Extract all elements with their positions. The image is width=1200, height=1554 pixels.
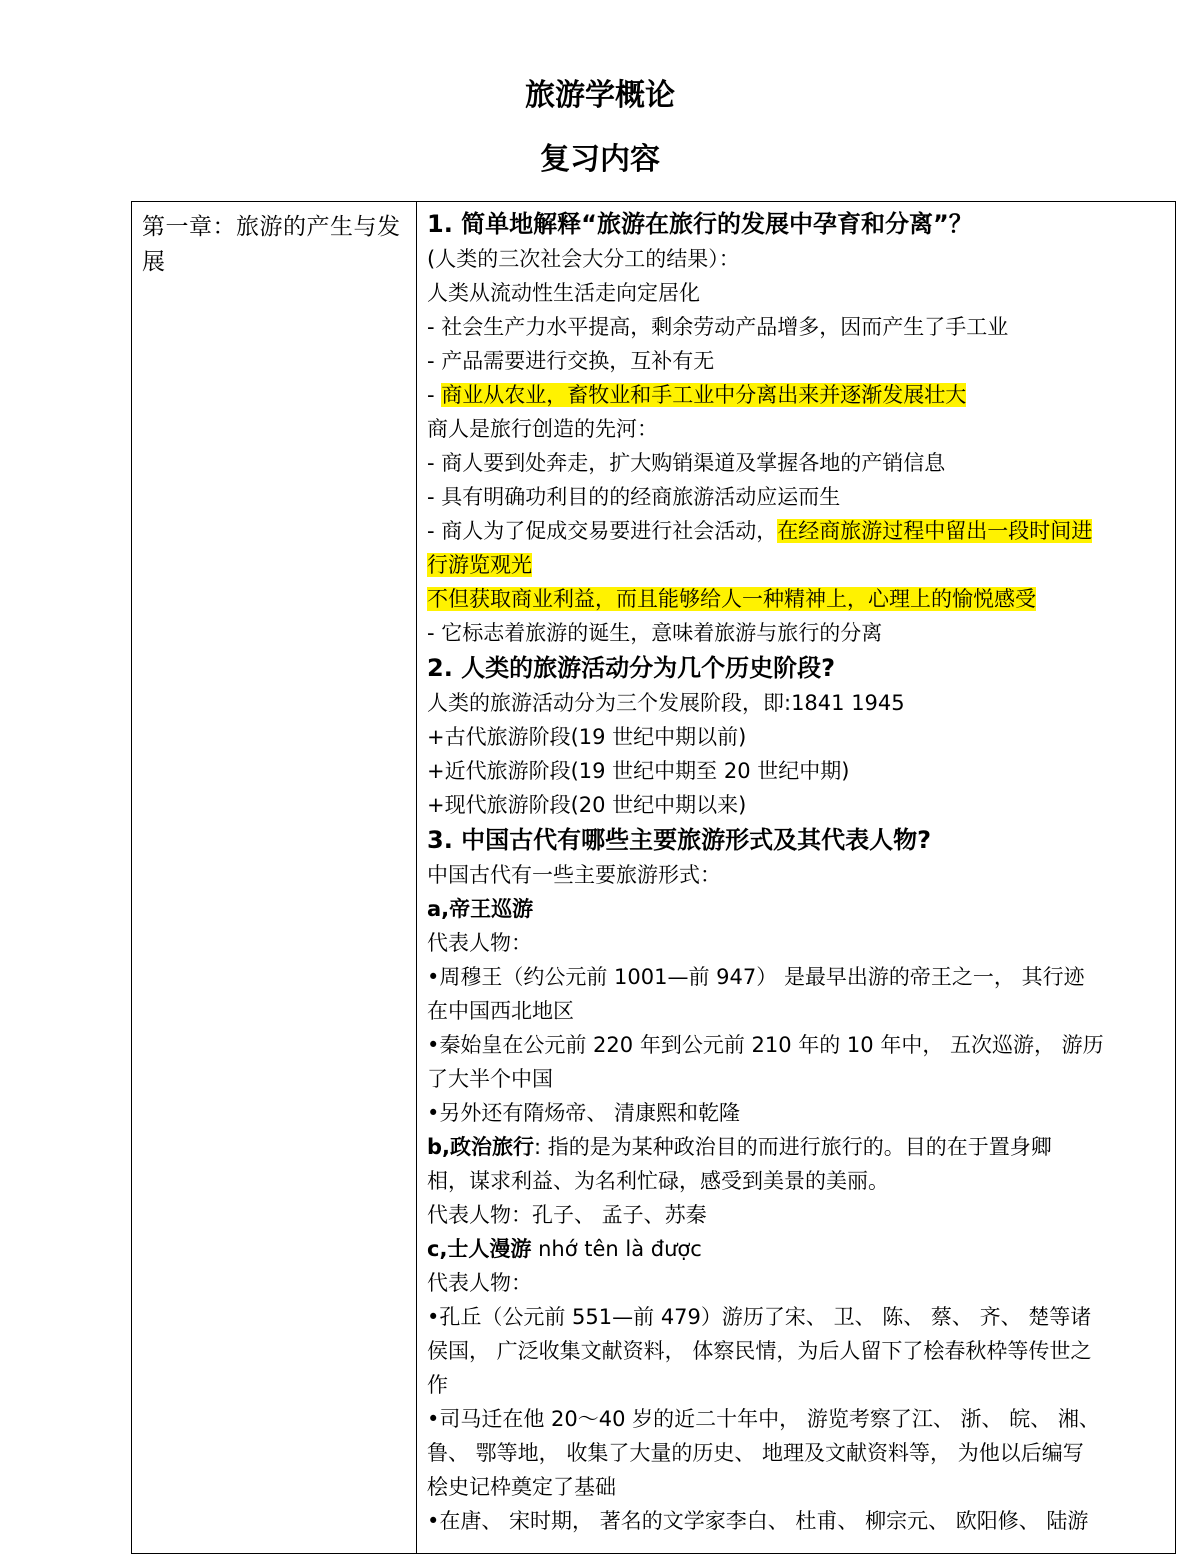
- q1-line-9: [427, 514, 1165, 548]
- question-2-heading: 2. 人类的旅游活动分为几个历史阶段?: [427, 654, 836, 682]
- q2-line-3: +近代旅游阶段(19 世纪中期至 20 世纪中期): [427, 759, 850, 783]
- q1-line-3: - 社会生产力水平提高，剩余劳动产品增多，因而产生了手工业: [427, 315, 1009, 339]
- q3-c-item-2b: 鲁、 鄂等地， 收集了大量的历史、 地理及文献资料等， 为他以后编写: [427, 1441, 1084, 1465]
- q3-c-item-2c: 桧史记枠奠定了基础: [427, 1475, 616, 1499]
- q3-c-note: nhớ tên là được: [531, 1237, 702, 1261]
- q2-line-4: +现代旅游阶段(20 世纪中期以来): [427, 793, 747, 817]
- q3-c-item-3: •在唐、 宋时期， 著名的文学家李白、 杜甫、 柳宗元、 欧阳修、 陆游: [427, 1509, 1089, 1533]
- q3-b-rep: 代表人物：孔子、 孟子、苏秦: [427, 1203, 707, 1227]
- q3-a-rep: 代表人物：: [427, 931, 532, 955]
- chapter-title: 第一章：旅游的产生与发展: [142, 214, 401, 275]
- q2-line-2: +古代旅游阶段(19 世纪中期以前): [427, 725, 747, 749]
- q3-a-item-3: •另外还有隋炀帝、 清康熙和乾隆: [427, 1101, 741, 1125]
- chapter-cell: [132, 202, 417, 1554]
- q1-line-1: (人类的三次社会大分工的结果）：: [427, 247, 740, 271]
- q3-a-item-1b: 在中国西北地区: [427, 999, 574, 1023]
- question-1-heading: 1. 简单地解释“旅游在旅行的发展中孕育和分离”？: [427, 210, 973, 238]
- q3-b-line-1: [427, 1130, 1165, 1164]
- q3-c-item-1b: 侯国， 广泛收集文献资料， 体察民情，为后人留下了桧春秋枠等传世之: [427, 1339, 1092, 1363]
- q3-c-title: c,士人漫游: [427, 1237, 532, 1261]
- q3-c-rep: 代表人物：: [427, 1271, 532, 1295]
- table-row: [132, 202, 1176, 1554]
- q3-b-line-2: 相，谋求利益、为名利忙碌，感受到美景的美丽。: [427, 1169, 889, 1193]
- q1-line-9-prefix: - 商人为了促成交易要进行社会活动，: [427, 519, 778, 543]
- q3-c-item-1a: •孔丘（公元前 551—前 479）游历了宋、 卫、 陈、 蔡、 齐、 楚等诸: [427, 1305, 1092, 1329]
- document-subtitle: 复习内容: [540, 142, 660, 177]
- q1-line-11: [427, 582, 1165, 616]
- q3-intro: 中国古代有一些主要旅游形式：: [427, 863, 721, 887]
- q3-c-item-1c: 作: [427, 1373, 448, 1397]
- q1-line-10-highlight: 行游览观光: [427, 553, 532, 577]
- q1-line-12: - 它标志着旅游的诞生，意味着旅游与旅行的分离: [427, 621, 883, 645]
- content-cell: [417, 202, 1176, 1554]
- q3-c-item-2a: •司马迁在他 20～40 岁的近二十年中， 游览考察了江、 浙、 皖、 湘、: [427, 1407, 1100, 1431]
- q1-line-9-highlight: 在经商旅游过程中留出一段时间进: [777, 519, 1093, 543]
- q3-a-item-1a: •周穆王（约公元前 1001—前 947） 是最早出游的帝王之一， 其行迹: [427, 965, 1085, 989]
- q3-c-line-1: [427, 1232, 1165, 1266]
- q1-line-11-highlight: 不但获取商业利益，而且能够给人一种精神上，心理上的愉悦感受: [427, 587, 1036, 611]
- q3-a-item-2a: •秦始皇在公元前 220 年到公元前 210 年的 10 年中， 五次巡游， 游历: [427, 1033, 1104, 1057]
- q3-b-title: b,政治旅行: [427, 1135, 535, 1159]
- q2-line-1: 人类的旅游活动分为三个发展阶段，即:1841 1945: [427, 691, 905, 715]
- q3-b-text-a: : 指的是为某种政治目的而进行旅行的。目的在于置身卿: [534, 1135, 1052, 1159]
- q3-a-title: a,帝王巡游: [427, 897, 534, 921]
- q1-line-6: 商人是旅行创造的先河：: [427, 417, 658, 441]
- document-title: 旅游学概论: [525, 78, 675, 113]
- q3-a-item-2b: 了大半个中国: [427, 1067, 553, 1091]
- q1-line-5-highlight: 商业从农业，畜牧业和手工业中分离出来并逐渐发展壮大: [441, 383, 967, 407]
- question-3-heading: 3. 中国古代有哪些主要旅游形式及其代表人物?: [427, 826, 932, 854]
- q1-line-8: - 具有明确功利目的的经商旅游活动应运而生: [427, 485, 841, 509]
- q1-line-5: [427, 378, 1165, 412]
- q1-line-4: - 产品需要进行交换，互补有无: [427, 349, 715, 373]
- q1-line-2: 人类从流动性生活走向定居化: [427, 281, 700, 305]
- q1-line-5-prefix: -: [427, 383, 442, 407]
- content-table: [131, 201, 1176, 1554]
- q1-line-10: [427, 548, 1165, 582]
- q1-line-7: - 商人要到处奔走，扩大购销渠道及掌握各地的产销信息: [427, 451, 946, 475]
